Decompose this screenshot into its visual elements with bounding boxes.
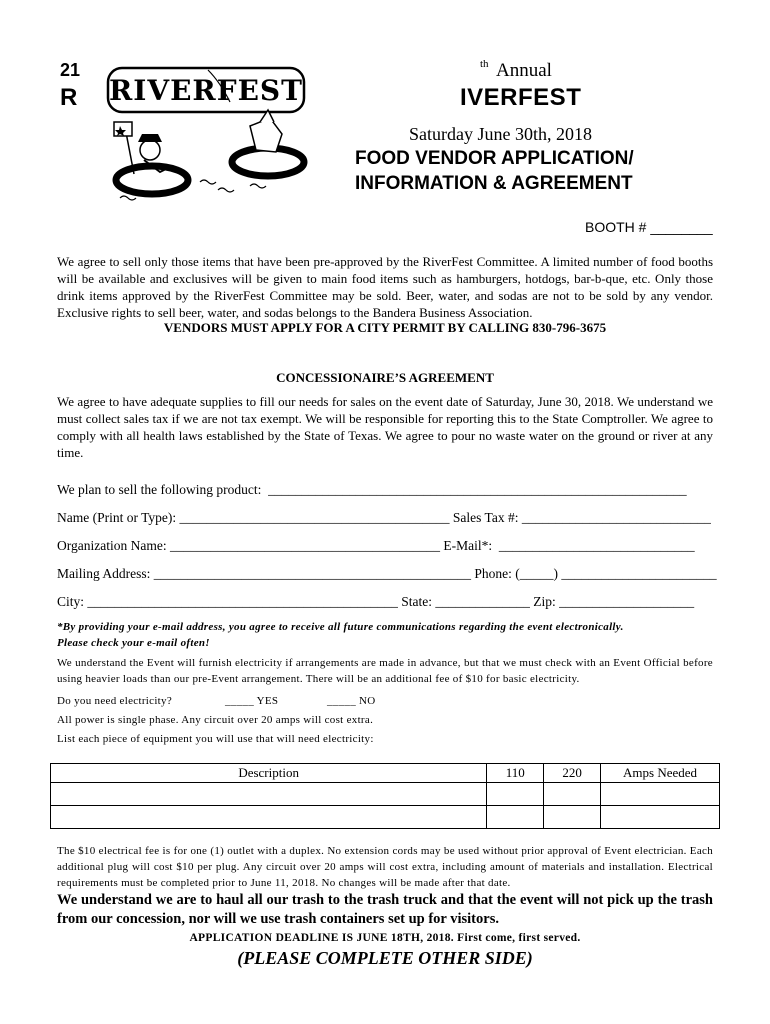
- title-initial: R: [60, 84, 78, 111]
- form-title: [355, 146, 634, 196]
- email-note: [57, 619, 713, 651]
- electricity-question-row: [57, 693, 713, 709]
- address-phone-field[interactable]: Mailing Address: _______________________________________________ Phone: (_____) _______________________: [57, 566, 717, 581]
- permit-notice: VENDORS MUST APPLY FOR A CITY PERMIT BY CALLING 830-796-3675: [163, 320, 607, 335]
- name-taxid-field[interactable]: Name (Print or Type): ________________________________________ Sales Tax #: ____________________________: [57, 510, 711, 525]
- header-110: 110: [487, 764, 544, 783]
- row1-220-cell[interactable]: [544, 783, 601, 806]
- table-row: [51, 783, 720, 806]
- table-row: [51, 806, 720, 829]
- equipment-table: [50, 763, 720, 829]
- electricity-paragraph: We understand the Event will furnish electricity if arrangements are made in advance, but that we must check with an Event Official before using heavier loads than our pre-Event arrangement. There will be an additional fee of $10 for basic electricity.: [57, 657, 713, 685]
- email-note-line2: Please check your e-mail often!: [57, 637, 210, 649]
- equipment-instructions: List each piece of equipment you will use that will need electricity:: [57, 733, 374, 745]
- electricity-question: Do you need electricity?: [57, 695, 173, 707]
- city-state-zip-field[interactable]: City: ______________________________________________ State: ______________ Zip: ____________________: [57, 594, 695, 609]
- ordinal-suffix: th: [480, 58, 489, 70]
- electricity-no-option[interactable]: _____ NO: [327, 695, 376, 707]
- edition-number: 21: [60, 60, 81, 80]
- row2-110-cell[interactable]: [487, 806, 544, 829]
- header-amps: Amps Needed: [601, 764, 720, 783]
- event-date: Saturday June 30th, 2018: [409, 124, 592, 144]
- row1-110-cell[interactable]: [487, 783, 544, 806]
- deadline-notice: APPLICATION DEADLINE IS JUNE 18TH, 2018. First come, first served.: [189, 932, 581, 944]
- booth-number-field[interactable]: BOOTH # ________: [585, 219, 713, 235]
- concession-heading: CONCESSIONAIRE’S AGREEMENT: [276, 370, 494, 385]
- row2-amps-cell[interactable]: [601, 806, 720, 829]
- annual-label: Annual: [496, 60, 552, 81]
- fee-paragraph: The $10 electrical fee is for one (1) outlet with a duplex. No extension cords may be used without prior approval of Event electrician. Each additional plug will cost $10 per plug. Any circuit over 20 amps will cost extra, including amount of materials and installation. Electrical requirements must be completed prior to June 11, 2018. No changes will be made after that date.: [57, 845, 713, 889]
- single-phase-note: All power is single phase. Any circuit over 20 amps will cost extra.: [57, 714, 374, 726]
- org-email-field[interactable]: Organization Name: ________________________________________ E-Mail*: _____________________________: [57, 538, 695, 553]
- email-note-line1: *By providing your e-mail address, you agree to receive all future communications regarding the event electronically.: [57, 621, 624, 633]
- row1-description-cell[interactable]: [51, 783, 487, 806]
- row1-amps-cell[interactable]: [601, 783, 720, 806]
- header-description: Description: [51, 764, 487, 783]
- other-side-notice: (PLEASE COMPLETE OTHER SIDE): [237, 948, 533, 968]
- row2-description-cell[interactable]: [51, 806, 487, 829]
- electricity-yes-option[interactable]: _____ YES: [225, 695, 279, 707]
- form-title-line2: INFORMATION & AGREEMENT: [355, 173, 633, 194]
- equipment-table-header: [51, 764, 720, 783]
- trash-agreement: We understand we are to haul all our trash to the trash truck and that the event will not pick up the trash from our concession, nor will we use trash containers set up for visitors.: [57, 892, 713, 927]
- product-field[interactable]: We plan to sell the following product: ______________________________________________________________: [57, 482, 687, 497]
- intro-paragraph: We agree to sell only those items that have been pre-approved by the RiverFest Committee. A limited number of food booths will be available and exclusives will be given to main food items such as hamburgers, hotdogs, bar-b-que, etc. Only those drink items approved by the RiverFest Committee may be sold. Beer, water, and sodas are not to be sold by any vendor. Exclusive rights to sell beer, water, and sodas belongs to the Bandera Business Association.: [57, 254, 713, 320]
- form-title-line1: FOOD VENDOR APPLICATION/: [355, 148, 634, 169]
- row2-220-cell[interactable]: [544, 806, 601, 829]
- concession-paragraph: We agree to have adequate supplies to fill our needs for sales on the event date of Saturday, June 30, 2018. We understand we must collect sales tax if we are not tax exempt. We will be responsible for reporting this to the State Comptroller. We agree to comply with all health laws established by the State of Texas. We agree to pour no waste water on the ground or river at any time.: [57, 394, 713, 460]
- svg-text:RIVERFEST: RIVERFEST: [109, 74, 303, 107]
- riverfest-logo: [100, 62, 315, 210]
- event-name: IVERFEST: [460, 84, 582, 111]
- header-220: 220: [544, 764, 601, 783]
